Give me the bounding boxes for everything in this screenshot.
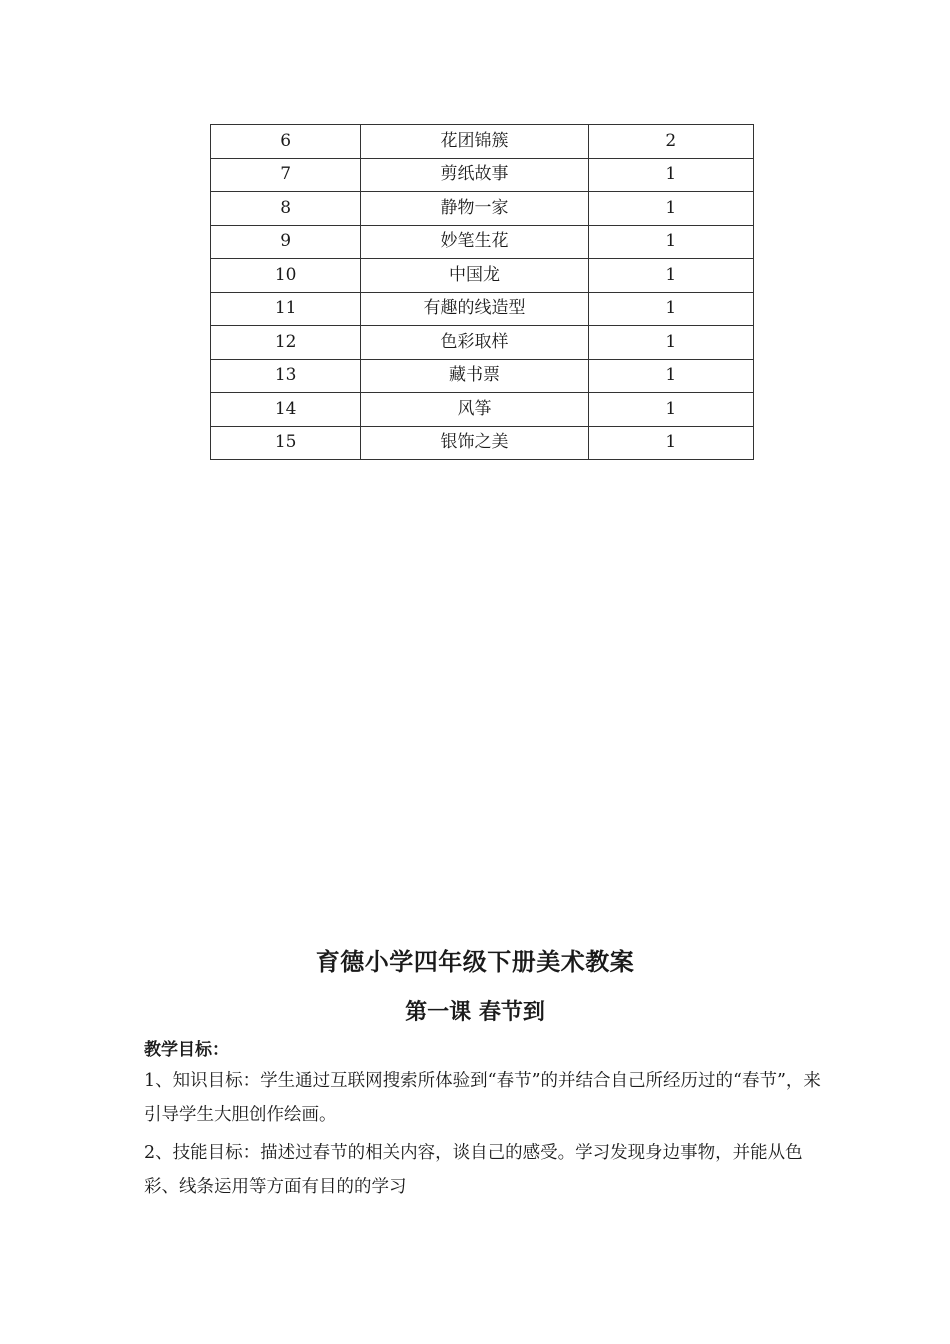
table-row	[211, 426, 754, 460]
lesson-hours-cell: 1	[588, 359, 753, 393]
lesson-name-cell: 剪纸故事	[361, 158, 588, 192]
lesson-hours-cell: 1	[588, 192, 753, 226]
lesson-name-cell: 色彩取样	[361, 326, 588, 360]
lesson-name-cell: 藏书票	[361, 359, 588, 393]
lesson-hours-cell: 1	[588, 326, 753, 360]
lesson-hours-cell: 1	[588, 158, 753, 192]
lesson-schedule-table	[210, 124, 754, 460]
table-row	[211, 326, 754, 360]
lesson-number-cell: 15	[211, 426, 361, 460]
knowledge-objective: 1、知识目标：学生通过互联网搜索所体验到“春节”的并结合自己所经历过的“春节”，来引导学生大胆创作绘画。	[144, 1071, 821, 1125]
lesson-name-cell: 有趣的线造型	[361, 292, 588, 326]
lesson-hours-cell: 1	[588, 292, 753, 326]
lesson-number-cell: 9	[211, 225, 361, 259]
lesson-number-cell: 7	[211, 158, 361, 192]
lesson-number-cell: 11	[211, 292, 361, 326]
lesson-hours-cell: 1	[588, 393, 753, 427]
lesson-schedule-body	[211, 125, 754, 460]
lesson-title: 第一课 春节到	[405, 1000, 545, 1025]
table-row	[211, 359, 754, 393]
table-row	[211, 393, 754, 427]
table-row	[211, 158, 754, 192]
lesson-number-cell: 14	[211, 393, 361, 427]
table-row	[211, 125, 754, 159]
lesson-hours-cell: 1	[588, 426, 753, 460]
lesson-number-cell: 8	[211, 192, 361, 226]
lesson-name-cell: 花团锦簇	[361, 125, 588, 159]
lesson-hours-cell: 1	[588, 225, 753, 259]
document-title: 育德小学四年级下册美术教案	[315, 948, 635, 976]
lesson-name-cell: 风筝	[361, 393, 588, 427]
table-row	[211, 259, 754, 293]
lesson-number-cell: 10	[211, 259, 361, 293]
lesson-number-cell: 6	[211, 125, 361, 159]
lesson-name-cell: 妙笔生花	[361, 225, 588, 259]
lesson-hours-cell: 2	[588, 125, 753, 159]
lesson-name-cell: 静物一家	[361, 192, 588, 226]
table-row	[211, 192, 754, 226]
lesson-name-cell: 银饰之美	[361, 426, 588, 460]
table-row	[211, 292, 754, 326]
objectives-heading: 教学目标：	[144, 1040, 229, 1060]
lesson-number-cell: 12	[211, 326, 361, 360]
lesson-number-cell: 13	[211, 359, 361, 393]
skill-objective: 2、技能目标：描述过春节的相关内容，谈自己的感受。学习发现身边事物，并能从色彩、线条运用等方面有目的的学习	[144, 1143, 803, 1197]
lesson-name-cell: 中国龙	[361, 259, 588, 293]
lesson-hours-cell: 1	[588, 259, 753, 293]
table-row	[211, 225, 754, 259]
